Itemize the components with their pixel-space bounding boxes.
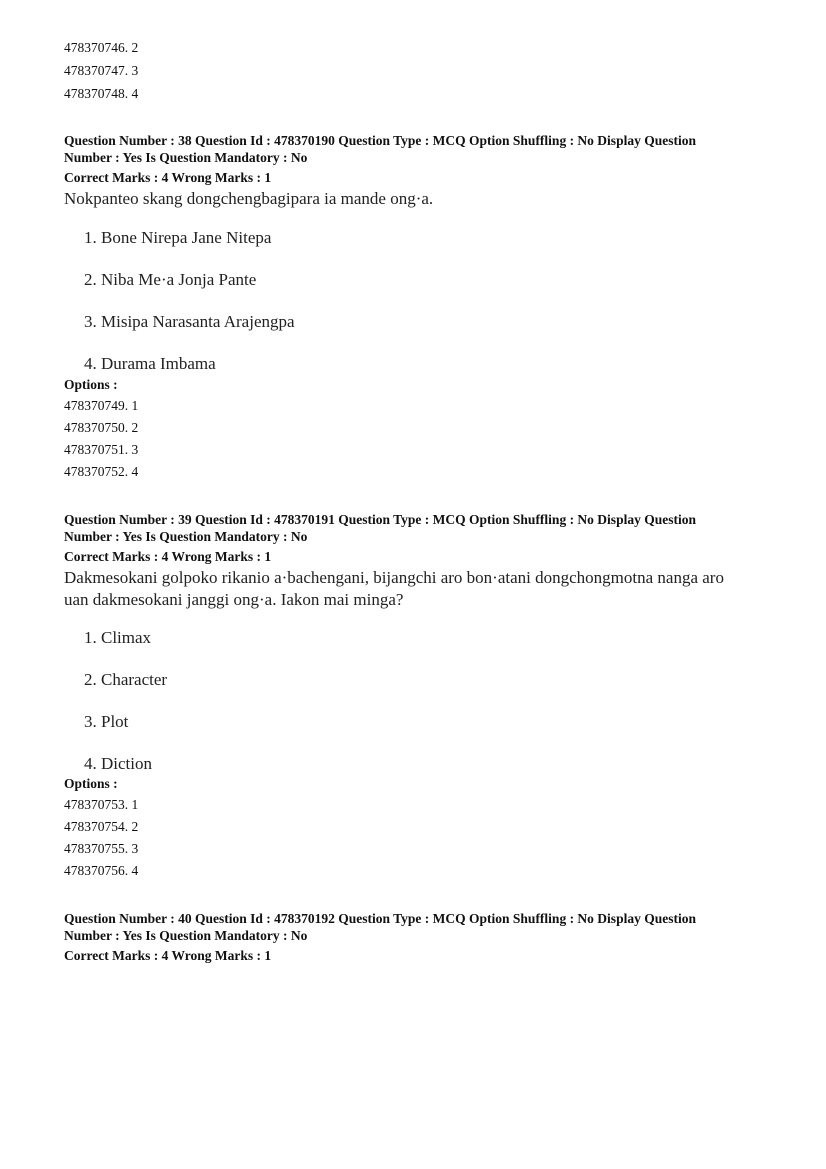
options-label: Options :: [64, 377, 118, 392]
option-id-line: 478370749. 1: [64, 398, 139, 413]
meta-line: Question Number : 38 Question Id : 478370190 Question Type : MCQ Option Shuffling : No Display Question: [64, 133, 696, 148]
options-label: Options :: [64, 776, 118, 791]
option-id-line: 478370751. 3: [64, 442, 139, 457]
question-39-meta: [64, 511, 764, 545]
option-id-line: 478370746. 2: [64, 40, 139, 55]
meta-line: Question Number : 40 Question Id : 478370192 Question Type : MCQ Option Shuffling : No Display Question: [64, 911, 696, 926]
option-id-line: 478370750. 2: [64, 420, 139, 435]
question-38-marks: Correct Marks : 4 Wrong Marks : 1: [64, 170, 272, 185]
option-id-line: 478370753. 1: [64, 797, 139, 812]
option-id-line: 478370747. 3: [64, 63, 139, 78]
question-39-text: [64, 567, 794, 611]
choice-2: 2. Character: [84, 670, 168, 689]
meta-line: Number : Yes Is Question Mandatory : No: [64, 150, 308, 165]
question-38-meta: [64, 132, 764, 166]
meta-line: Question Number : 39 Question Id : 478370191 Question Type : MCQ Option Shuffling : No Display Question: [64, 512, 696, 527]
meta-line: Number : Yes Is Question Mandatory : No: [64, 529, 308, 544]
choice-1: 1. Bone Nirepa Jane Nitepa: [84, 228, 272, 247]
choice-1: 1. Climax: [84, 628, 152, 647]
question-40-marks: Correct Marks : 4 Wrong Marks : 1: [64, 948, 272, 963]
question-39-marks: Correct Marks : 4 Wrong Marks : 1: [64, 549, 272, 564]
choice-4: 4. Diction: [84, 754, 152, 773]
choice-4: 4. Durama Imbama: [84, 354, 216, 373]
question-text-line: Dakmesokani golpoko rikanio a·bachengani, bijangchi aro bon·atani dongchongmotna nanga aro: [64, 568, 724, 587]
choice-3: 3. Misipa Narasanta Arajengpa: [84, 312, 295, 331]
choice-2: 2. Niba Me·a Jonja Pante: [84, 270, 257, 289]
meta-line: Number : Yes Is Question Mandatory : No: [64, 928, 308, 943]
question-text-line: uan dakmesokani janggi ong·a. Iakon mai minga?: [64, 590, 404, 609]
option-id-line: 478370756. 4: [64, 863, 139, 878]
question-38-text: Nokpanteo skang dongchengbagipara ia mande ong·a.: [64, 189, 434, 208]
option-id-line: 478370755. 3: [64, 841, 139, 856]
question-40-meta: [64, 910, 764, 944]
option-id-line: 478370748. 4: [64, 86, 139, 101]
option-id-line: 478370754. 2: [64, 819, 139, 834]
choice-3: 3. Plot: [84, 712, 129, 731]
option-id-line: 478370752. 4: [64, 464, 139, 479]
